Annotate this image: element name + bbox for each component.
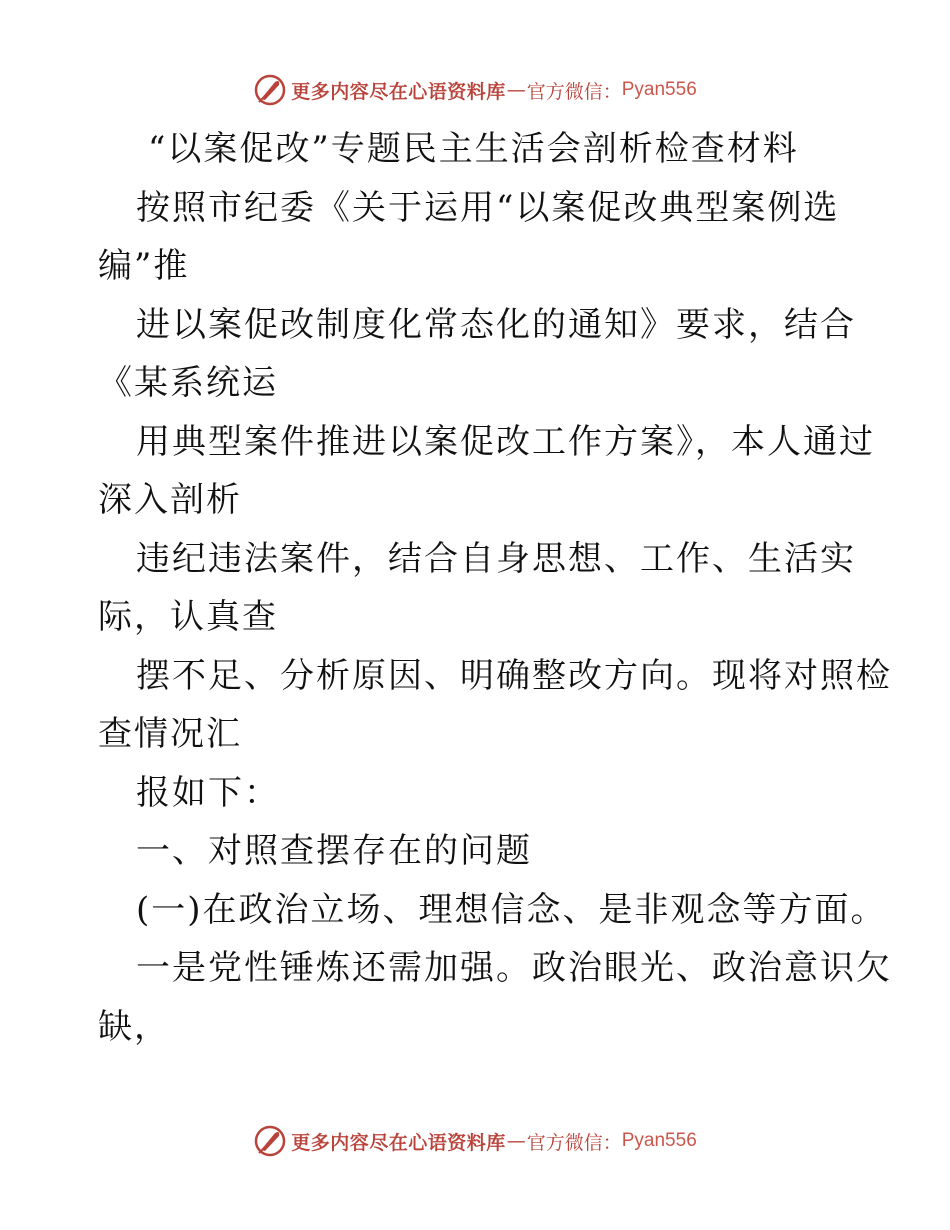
watermark-separator: — (506, 1130, 526, 1152)
header-watermark (0, 70, 950, 110)
paragraph-line: 编”推 (98, 246, 190, 286)
paragraph-line: 一是党性锤炼还需加强。政治眼光、政治意识欠 (136, 948, 892, 988)
paragraph-line: 进以案促改制度化常态化的通知》要求，结合 (136, 304, 856, 345)
watermark-wechat-id: Pyan556 (621, 1130, 697, 1151)
quill-pen-icon (253, 73, 287, 107)
watermark-separator: — (506, 79, 526, 101)
paragraph-line: 按照市纪委《关于运用“以案促改典型案例选 (136, 187, 840, 228)
paragraph-line: 《某系统运 (98, 363, 278, 403)
section-heading: 一、对照查摆存在的问题 (136, 831, 532, 871)
document-title: “以案促改”专题民主生活会剖析检查材料 (148, 129, 799, 169)
paragraph-line: 摆不足、分析原因、明确整改方向。现将对照检 (136, 655, 892, 696)
paragraph-line: 违纪违法案件，结合自身思想、工作、生活实 (136, 538, 856, 579)
paragraph-line: 际，认真查 (98, 597, 278, 637)
paragraph-line: 用典型案件推进以案促改工作方案》，本人通过 (136, 421, 875, 462)
watermark-wechat-label: 官方微信： (526, 1131, 622, 1154)
watermark-text: 更多内容尽在心语资料库 (291, 1131, 506, 1154)
paragraph-line: 缺， (98, 1006, 170, 1047)
paragraph-line: 深入剖析 (98, 480, 242, 520)
subsection-heading: (一)在政治立场、理想信念、是非观念等方面。 (136, 889, 887, 930)
paragraph-line: 查情况汇 (98, 714, 242, 754)
paragraph-line: 报如下： (136, 772, 280, 813)
quill-pen-icon (253, 1124, 287, 1158)
watermark-text: 更多内容尽在心语资料库 (291, 80, 506, 103)
document-body (98, 120, 892, 1056)
watermark-wechat-id: Pyan556 (621, 79, 697, 100)
watermark-wechat-label: 官方微信： (526, 80, 622, 103)
footer-watermark (0, 1121, 950, 1161)
